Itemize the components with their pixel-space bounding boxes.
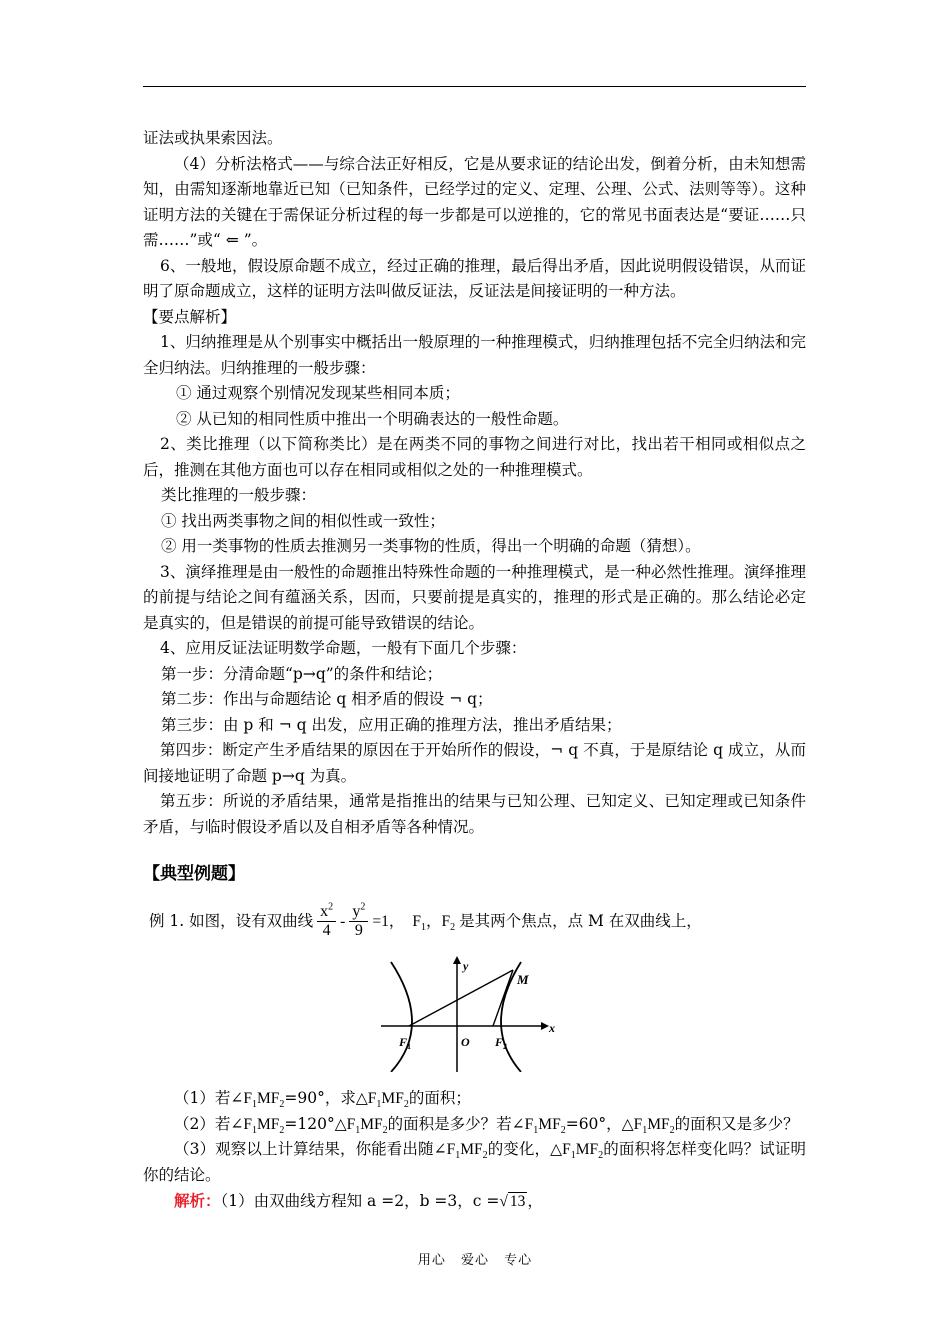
step-item: 第四步：断定产生矛盾结果的原因在于开始所作的假设，¬ q 不真，于是原结论 q 成立，从而间接地证明了命题 p→q 为真。: [143, 741, 806, 785]
step-item: 第二步：作出与命题结论 q 相矛盾的假设 ¬ q；: [161, 690, 493, 708]
question-text: 的面积是多少？若∠: [387, 1114, 525, 1133]
question-text: =60°，△: [565, 1114, 634, 1133]
x-axis-arrow: [541, 1022, 549, 1030]
question-2: （2）若$\angle F_1MF_2=120^\circ\triangle F_1MF_2$的面积是多少？若$\angle F_1MF_2=60^\circ$，$\triangle F_1MF_2$的面积又是多少？: [174, 1114, 799, 1136]
question-text: 的面积；: [408, 1089, 471, 1107]
point-m-label: M: [517, 971, 529, 987]
fraction-x: $\frac{x^2}{4}$: [317, 903, 336, 940]
x-axis-label: x: [549, 1020, 555, 1035]
question-text: =120°△: [284, 1114, 347, 1133]
solution-text: ，: [527, 1192, 543, 1210]
fraction-numerator: y: [352, 903, 361, 920]
solution-line: 解析：（1）由双曲线方程知 a =2，b =3，c =√ 13 ，: [174, 1191, 543, 1210]
svg-text:2: 2: [503, 1041, 507, 1051]
header-rule: [143, 86, 806, 87]
fraction-denominator: 4: [322, 922, 331, 939]
step-item: ① 找出两类事物之间的相似性或一致性；: [161, 511, 445, 530]
example-rest: 是其两个焦点，点 M 在双曲线上，: [459, 911, 702, 930]
fraction-y: $\frac{y^2}{9}$: [349, 903, 368, 940]
question-text: （2）若∠: [174, 1114, 244, 1133]
paragraph-induction: 1、归纳推理是从个别事实中概括出一般原理的一种推理模式，归纳推理包括不完全归纳法和完全归纳法。归纳推理的一般步骤：: [143, 333, 806, 377]
example-prefix: 例 1. 如图，设有双曲线: [149, 911, 314, 930]
sqrt-value: 13: [509, 1193, 526, 1210]
question-text: 的变化，△: [487, 1140, 563, 1158]
equals-one: =1，: [372, 912, 405, 930]
step-item: ② 从已知的相同性质中推出一个明确表达的一般性命题。: [176, 409, 569, 428]
footer-word: 专心: [504, 1253, 533, 1268]
document-body: [143, 126, 806, 1215]
paragraph-proof-by-contradiction: 6、一般地，假设原命题不成立，经过正确的推理，最后得出矛盾，因此说明假设错误，从而证明了原命题成立，这样的证明方法叫做反证法，反证法是间接证明的一种方法。: [143, 256, 806, 300]
question-text: 的面积将怎样变化吗？试证明你的结论。: [143, 1140, 806, 1184]
hyperbola-left-branch: [391, 962, 412, 1072]
fraction-denominator: 9: [354, 922, 363, 939]
page-footer: [0, 1249, 950, 1268]
footer-word: 爱心: [460, 1253, 489, 1268]
segment-f1-m: [409, 970, 513, 1026]
step-item: 第三步：由 p 和 ¬ q 出发，应用正确的推理方法，推出矛盾结果；: [161, 715, 622, 734]
step-item: 第五步：所说的矛盾结果，通常是指推出的结果与已知公理、已知定义、已知定理或已知条件矛盾，与临时假设矛盾以及自相矛盾等各种情况。: [143, 792, 806, 836]
fraction-numerator: x: [320, 903, 329, 920]
step-item: ① 通过观察个别情况发现某些相同本质；: [176, 384, 460, 402]
svg-text:1: 1: [407, 1041, 411, 1051]
solution-text: （1）由双曲线方程知 a =2，b =3，c =: [220, 1192, 500, 1210]
question-3: （3）观察以上计算结果，你能看出随$\angle F_1MF_2$的变化，$\triangle F_1MF_2$的面积将怎样变化吗？试证明你的结论。: [143, 1140, 806, 1184]
text-line: 类比推理的一般步骤：: [161, 486, 317, 504]
section-heading-examples: 【典型例题】: [143, 864, 245, 884]
origin-label: O: [461, 1034, 470, 1049]
text-line: 证法或执果索因法。: [143, 129, 283, 147]
question-1: （1）若$\angle F_1MF_2=90^\circ$，求$\triangle F_1MF_2$的面积；: [174, 1089, 471, 1111]
question-text: （1）若∠: [174, 1089, 244, 1107]
focus-f1-label: F: [399, 1034, 408, 1049]
footer-word: 用心: [417, 1253, 446, 1268]
focus-labels: $F_1$，$F_2$: [412, 912, 456, 933]
focus-f2-label: F: [495, 1034, 504, 1049]
paragraph-analysis-method: （4）分析法格式——与综合法正好相反，它是从要求证的结论出发，倒着分析，由未知想需知，由需知逐渐地靠近已知（已知条件，已经学过的定义、定理、公理、公式、法则等等）。这种证明方法的关键在于需保证分析过程的每一步都是可以逆推的，它的常见书面表达是“要证……只需……”或“ ⇐ ”。: [143, 154, 806, 249]
paragraph-deduction: 3、演绎推理是由一般性的命题推出特殊性命题的一种推理模式，是一种必然性推理。演绎推理的前提与结论之间有蕴涵关系，因而，只要前提是真实的，推理的形式是正确的。那么结论必定是真实的，但是错误的前提可能导致错误的结论。: [143, 562, 806, 632]
paragraph-analogy: 2、类比推理（以下简称类比）是在两类不同的事物之间进行对比，找出若干相同或相似点之后，推测在其他方面也可以存在相同或相似之处的一种推理模式。: [143, 435, 806, 479]
example-statement: [143, 894, 806, 950]
question-text: 的面积又是多少？: [674, 1114, 799, 1133]
y-axis-arrow: [453, 956, 461, 964]
hyperbola-figure: [381, 956, 561, 1072]
section-heading-key-points: 【要点解析】: [143, 307, 237, 326]
step-item: ② 用一类事物的性质去推测另一类事物的性质，得出一个明确的命题（猜想）。: [161, 537, 701, 555]
y-axis-label: y: [463, 958, 469, 973]
minus-sign: -: [340, 912, 346, 930]
solution-label: 解析：: [174, 1191, 221, 1210]
step-item: 第一步：分清命题“p→q”的条件和结论；: [161, 664, 443, 683]
question-text: =90°，求△: [284, 1089, 368, 1107]
paragraph-contradiction-steps: 4、应用反证法证明数学命题，一般有下面几个步骤：: [160, 639, 527, 657]
question-text: （3）观察以上计算结果，你能看出随∠: [174, 1140, 447, 1158]
